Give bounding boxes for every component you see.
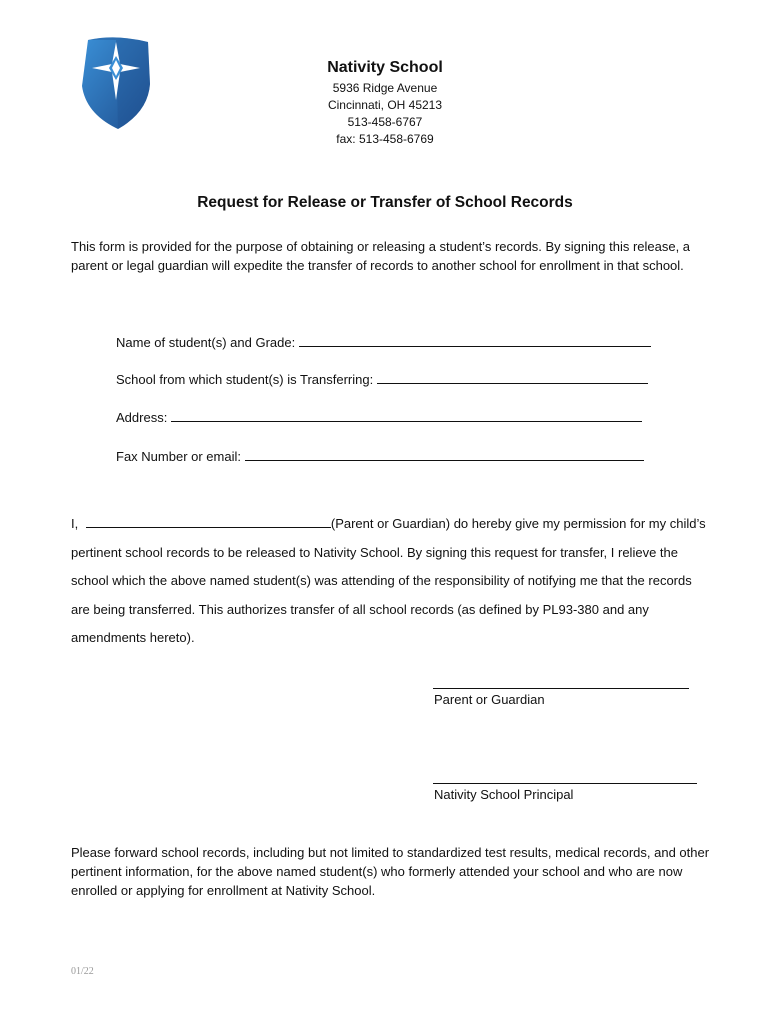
fax-email-label: Fax Number or email: bbox=[116, 449, 241, 464]
phone: 513-458-6767 bbox=[347, 115, 423, 129]
school-from-input[interactable] bbox=[377, 369, 648, 384]
school-from-label: School from which student(s) is Transferring: bbox=[116, 372, 374, 387]
fax-email-input[interactable] bbox=[245, 446, 644, 461]
school-from-field bbox=[116, 369, 648, 389]
address-line2: Cincinnati, OH 45213 bbox=[327, 98, 443, 112]
form-title: Request for Release or Transfer of School Records bbox=[197, 194, 573, 211]
address-input[interactable] bbox=[171, 407, 642, 422]
version-code: 01/22 bbox=[71, 966, 94, 977]
parent-signature-label: Parent or Guardian bbox=[434, 692, 545, 707]
guardian-name-input[interactable] bbox=[86, 512, 331, 528]
principal-signature-label: Nativity School Principal bbox=[434, 787, 574, 802]
intro-paragraph: This form is provided for the purpose of obtaining or releasing a student’s records. By signing this release, a parent or legal guardian will expedite the transfer of records to another school for enrollment in that school. bbox=[71, 239, 691, 273]
parent-signature-line[interactable] bbox=[433, 688, 689, 689]
student-name-field bbox=[116, 332, 651, 352]
forward-records-paragraph: Please forward school records, including but not limited to standardized test results, medical records, and other pertinent information, for the above named student(s) who formerly attended your school and who are now enrolled or applying for enrollment at Nativity School. bbox=[71, 845, 710, 898]
principal-signature-line[interactable] bbox=[433, 783, 697, 784]
fax-email-field bbox=[116, 446, 644, 466]
permission-paragraph bbox=[71, 510, 711, 653]
permission-prefix: I, bbox=[71, 516, 79, 531]
school-header bbox=[280, 58, 490, 148]
fax: fax: 513-458-6769 bbox=[336, 132, 434, 146]
school-name: Nativity School bbox=[327, 59, 443, 76]
school-logo bbox=[78, 36, 154, 130]
address-field bbox=[116, 407, 642, 427]
shield-star-icon bbox=[78, 36, 154, 130]
student-name-label: Name of student(s) and Grade: bbox=[116, 335, 296, 350]
address-line1: 5936 Ridge Avenue bbox=[332, 81, 438, 95]
permission-text: (Parent or Guardian) do hereby give my permission for my child’s pertinent school records to be released to Nativity School. By signing this request for transfer, I relieve the school which the above named student(s) was attending of the responsibility of notifying me that the records are being transferred. This authorizes transfer of all school records (as defined by PL93-380 and any amendments hereto). bbox=[71, 516, 706, 645]
address-label: Address: bbox=[116, 410, 168, 425]
student-name-input[interactable] bbox=[299, 332, 651, 347]
